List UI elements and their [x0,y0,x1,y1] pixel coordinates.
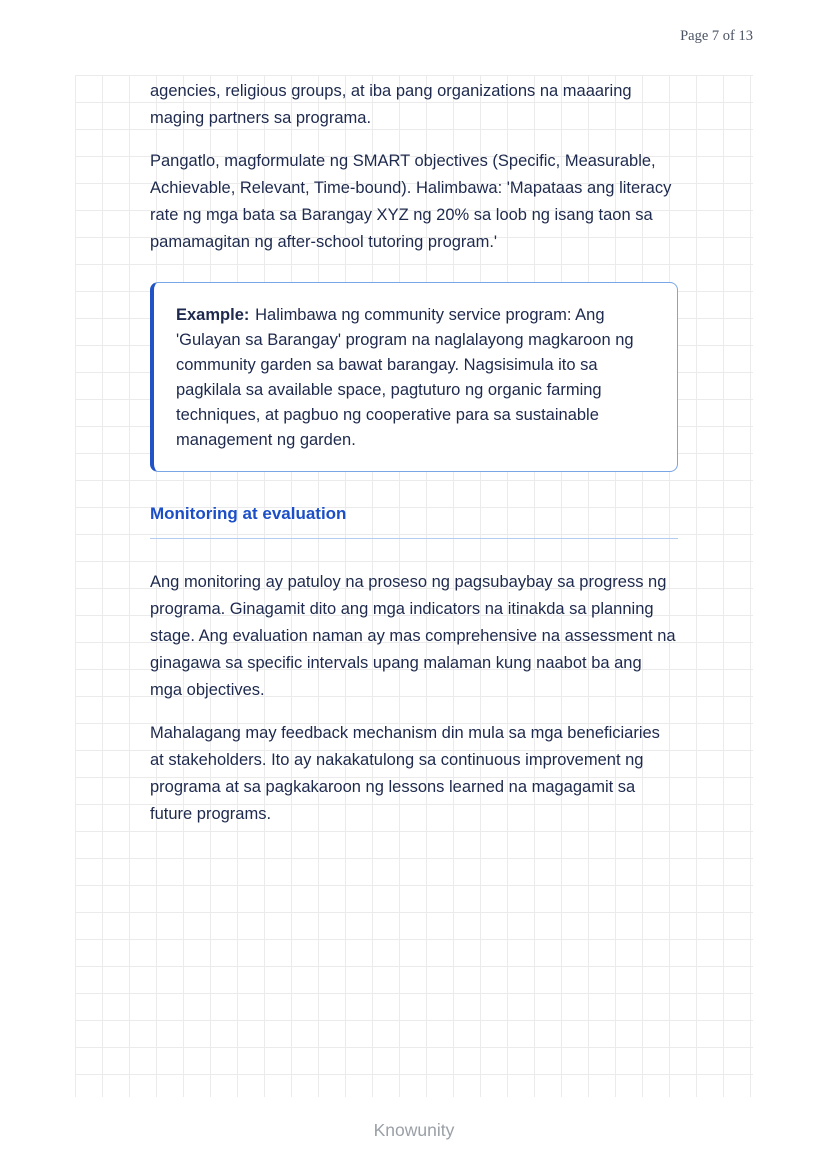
paragraph: Mahalagang may feedback mechanism din mula sa mga beneficiaries at stakeholders. Ito ay nakakatulong sa continuous improvement ng programa at sa pagkakaroon ng lessons learned na magagamit sa future programs. [150,724,660,823]
document-sheet [75,75,753,1097]
example-label: Example: [176,306,250,324]
paragraph: Ang monitoring ay patuloy na proseso ng pagsubaybay sa progress ng programa. Ginagamit dito ang mga indicators na itinakda sa planning stage. Ang evaluation naman ay mas comprehensive na assessment na ginagawa sa specific intervals upang malaman kung naabot ba ang mga objectives. [150,573,676,699]
example-text: Halimbawa ng community service program: Ang 'Gulayan sa Barangay' program na naglalayong magkaroon ng community garden sa bawat barangay. Nagsisimula ito sa pagkilala sa available space, pagtuturo ng organic farming techniques, at pagbuo ng cooperative para sa sustainable management ng garden. [176,306,634,449]
paragraph: agencies, religious groups, at iba pang organizations na maaaring maging partners sa programa. [150,82,632,127]
page-indicator: Page 7 of 13 [680,28,753,44]
example-callout [150,282,678,472]
section-heading: Monitoring at evaluation [150,504,347,523]
footer-brand: Knowunity [373,1120,455,1140]
paragraph: Pangatlo, magformulate ng SMART objectives (Specific, Measurable, Achievable, Relevant, Time-bound). Halimbawa: 'Mapataas ang literacy rate ng mga bata sa Barangay XYZ ng 20% sa loob ng isang taon sa pamamagitan ng after-school tutoring program.' [150,152,672,251]
heading-divider [150,538,678,539]
